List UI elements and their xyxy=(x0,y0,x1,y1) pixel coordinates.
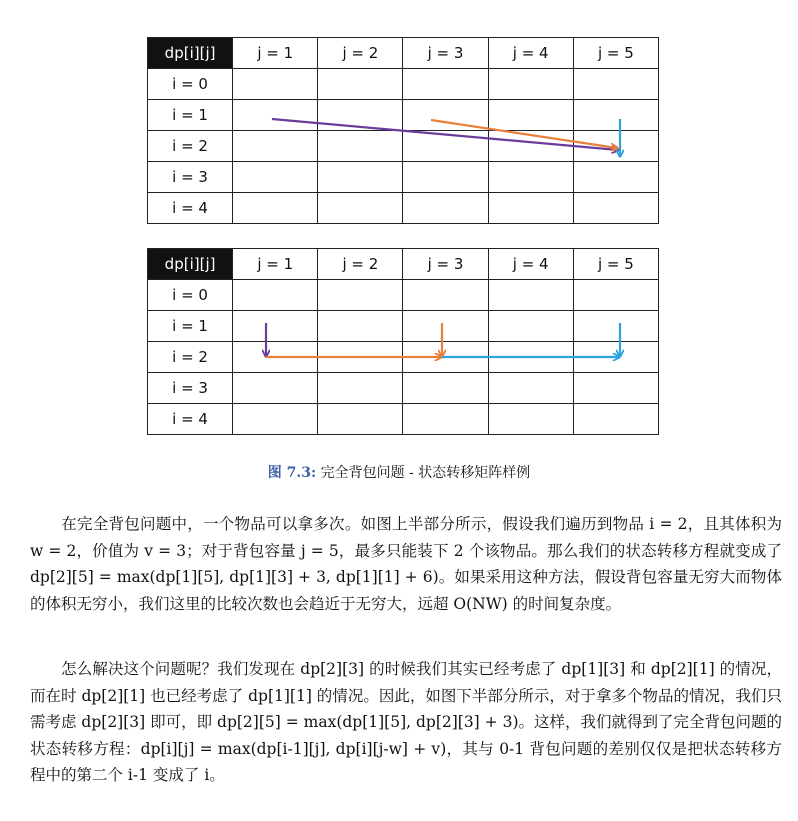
row-header: i = 1 xyxy=(148,311,233,342)
column-header: j = 5 xyxy=(573,249,658,280)
column-header: j = 3 xyxy=(403,38,488,69)
row-header: i = 0 xyxy=(148,280,233,311)
corner-header: dp[i][j] xyxy=(148,249,233,280)
row-header: i = 4 xyxy=(148,404,233,435)
row-header: i = 2 xyxy=(148,342,233,373)
column-header: j = 2 xyxy=(318,38,403,69)
table-row xyxy=(148,193,659,224)
paragraph-1: 在完全背包问题中，一个物品可以拿多次。如图上半部分所示，假设我们遍历到物品 i = 2，且其体积为 w = 2，价值为 v = 3；对于背包容量 j = 5，最多只能装下 2 个该物品。那么我们的状态转移方程就变成了 dp[2][5] = max(dp[1][5], dp[1][3] + 3, dp[1][1] + 6)。如果采用这种方法，假设背包容量无穷大而物体的体积无穷小，我们这里的比较次数也会趋近于无穷大，远超 O(NW) 的时间复杂度。 xyxy=(30,515,782,613)
dp-table-top xyxy=(147,37,659,224)
row-header: i = 3 xyxy=(148,373,233,404)
row-header: i = 3 xyxy=(148,162,233,193)
column-header: j = 1 xyxy=(233,38,318,69)
column-header: j = 1 xyxy=(233,249,318,280)
column-header: j = 4 xyxy=(488,249,573,280)
corner-header: dp[i][j] xyxy=(148,38,233,69)
table-row xyxy=(148,280,659,311)
column-header: j = 3 xyxy=(403,249,488,280)
column-header: j = 5 xyxy=(573,38,658,69)
row-header: i = 0 xyxy=(148,69,233,100)
table-row xyxy=(148,373,659,404)
column-header: j = 2 xyxy=(318,249,403,280)
table-row xyxy=(148,311,659,342)
table-row xyxy=(148,342,659,373)
table-row xyxy=(148,404,659,435)
row-header: i = 2 xyxy=(148,131,233,162)
row-header: i = 1 xyxy=(148,100,233,131)
row-header: i = 4 xyxy=(148,193,233,224)
table-row xyxy=(148,131,659,162)
figure-caption xyxy=(0,462,798,482)
column-header: j = 4 xyxy=(488,38,573,69)
figure-caption-text: 完全背包问题 - 状态转移矩阵样例 xyxy=(320,465,531,481)
figure-label: 图 7.3: xyxy=(267,465,317,481)
table-row xyxy=(148,100,659,131)
table-row xyxy=(148,69,659,100)
dp-table-bottom xyxy=(147,248,659,435)
table-row xyxy=(148,162,659,193)
paragraph-2: 怎么解决这个问题呢？我们发现在 dp[2][3] 的时候我们其实已经考虑了 dp[1][3] 和 dp[2][1] 的情况，而在时 dp[2][1] 也已经考虑了 dp[1][1] 的情况。因此，如图下半部分所示，对于拿多个物品的情况，我们只需考虑 dp[2][3] 即可，即 dp[2][5] = max(dp[1][5], dp[2][3] + 3)。这样，我们就得到了完全背包问题的状态转移方程：dp[i][j] = max(dp[i-1][j], dp[i][j-w] + v)，其与 0-1 背包问题的差别仅仅是把状态转移方程中的第二个 i-1 变成了 i。 xyxy=(30,660,782,784)
